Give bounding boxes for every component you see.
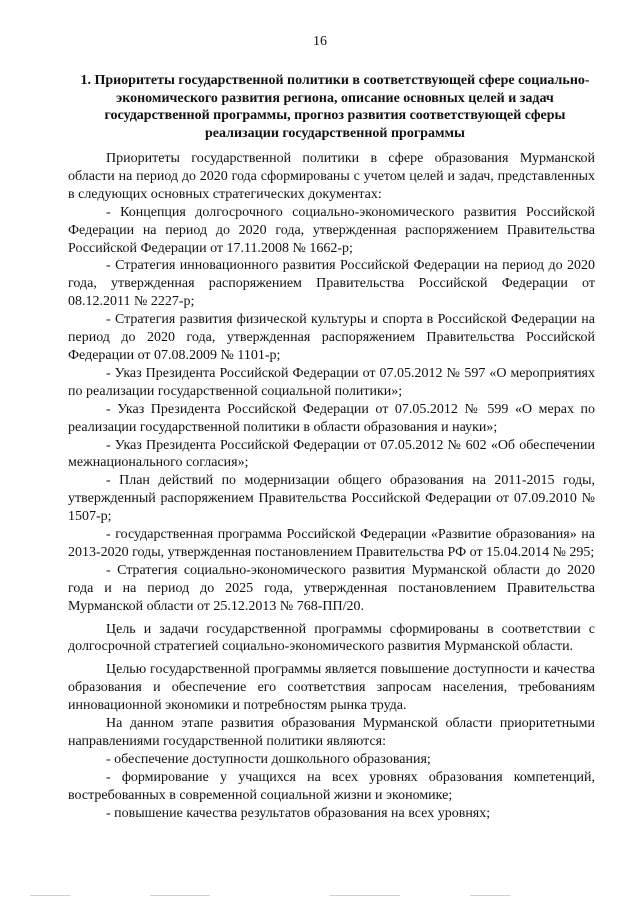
footer-rule	[330, 895, 400, 896]
intro-paragraph: Приоритеты государственной политики в сфере образования Мурманской области на период до 2020 года сформированы с учетом целей и задач, представленных в следующих основных стратегических документах:	[68, 151, 595, 202]
priority-list-item: - формирование у учащихся на всех уровнях образования компетенций, востребованных в современной социальной жизни и экономике;	[68, 769, 595, 803]
footer-rule	[30, 895, 70, 896]
document-list-item: - Стратегия развития физической культуры и спорта в Российской Федерации на период до 2020 года, утвержденная распоряжением Правительства Российской Федерации от 07.08.2009 № 1101-р;	[68, 312, 595, 363]
document-list-item: - Указ Президента Российской Федерации от 07.05.2012 № 599 «О мерах по реализации государственной политики в области образования и науки»;	[68, 401, 595, 435]
section-title: 1. Приоритеты государственной политики в соответствующей сфере социально-экономического развития региона, описание основных целей и задач государственной программы, прогноз развития соответствующей сферы реализации государственной программы	[80, 73, 590, 141]
document-list-item: - План действий по модернизации общего образования на 2011-2015 годы, утвержденный распоряжением Правительства Российской Федерации от 07.09.2010 № 1507-р;	[68, 473, 595, 525]
body-text	[68, 150, 595, 823]
priorities-intro-paragraph: На данном этапе развития образования Мурманской области приоритетными направлениями государственной политики являются:	[68, 716, 595, 749]
document-list-item: - Стратегия социально-экономического развития Мурманской области до 2020 года и на период до 2025 года, утвержденная постановлением Правительства Мурманской области от 25.12.2013 № 768-ПП/20.	[68, 562, 595, 614]
goals-paragraph: Цель и задачи государственной программы сформированы в соответствии с долгосрочной стратегией социально-экономического развития Мурманской области.	[68, 621, 595, 655]
priority-list-item: - обеспечение доступности дошкольного образования;	[106, 751, 431, 767]
document-list-item: - Концепция долгосрочного социально-экономического развития Российской Федерации на период до 2020 года, утвержденная распоряжением Правительства Российской Федерации от 17.11.2008 № 1662-р;	[68, 204, 595, 256]
footer-rule	[470, 895, 510, 896]
priority-list-item: - повышение качества результатов образования на всех уровнях;	[106, 805, 491, 821]
footer-rule	[150, 895, 210, 896]
document-list-item: - Указ Президента Российской Федерации от 07.05.2012 № 597 «О мероприятиях по реализации государственной социальной политики»;	[68, 365, 595, 399]
document-list-item: - государственная программа Российской Федерации «Развитие образования» на 2013-2020 годы, утвержденная постановлением Правительства РФ от 15.04.2014 № 295;	[68, 527, 595, 560]
purpose-paragraph: Целью государственной программы является повышение доступности и качества образования и обеспечение его соответствия запросам населения, требованиям инновационной экономики и потребностям рынка труда.	[68, 662, 595, 714]
document-list-item: - Указ Президента Российской Федерации от 07.05.2012 № 602 «Об обеспечении межнационального согласия»;	[68, 437, 595, 471]
document-list-item: - Стратегия инновационного развития Российской Федерации на период до 2020 года, утвержденная распоряжением Правительства Российской Федерации от 08.12.2011 № 2227-р;	[68, 258, 595, 310]
page-number: 16	[313, 34, 327, 49]
